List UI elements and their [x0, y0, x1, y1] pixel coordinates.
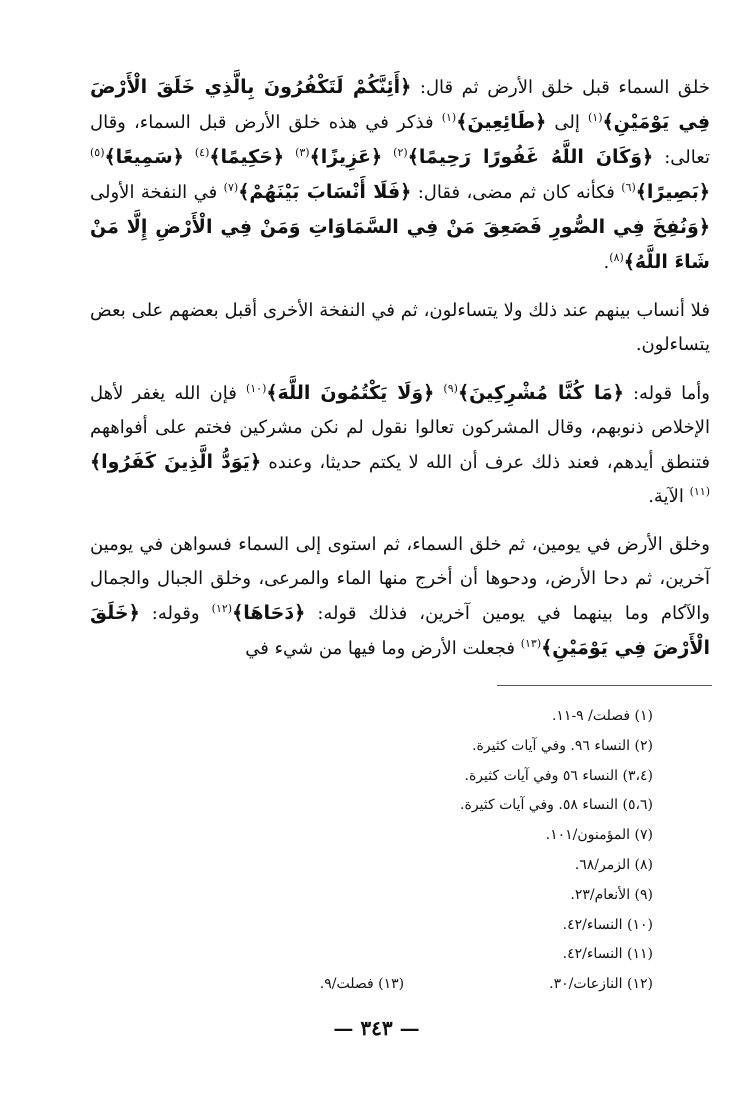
- text-run: خلق السماء قبل خلق الأرض ثم قال:: [411, 77, 710, 98]
- text-run: فذكر في هذه خلق الأرض قبل السماء، وقال تعالى:: [90, 112, 710, 168]
- text-run: الآية.: [648, 486, 690, 507]
- main-text: [90, 70, 710, 680]
- quran-quote: ﴿وَنُفِخَ فِي الصُّورِ فَصَعِقَ مَنْ فِي السَّمَاوَاتِ وَمَنْ فِي الْأَرْضِ إِلَّا مَنْ شَاءَ اللَّهُ﴾: [90, 216, 710, 273]
- text-run: فكأنه كان ثم مضى، فقال:: [411, 182, 622, 203]
- paragraph-2: [90, 294, 710, 362]
- quran-quote: ﴿دَحَاهَا﴾: [232, 602, 306, 624]
- text-run: [284, 147, 295, 168]
- quran-quote: ﴿مَا كُنَّا مُشْرِكِينَ﴾: [457, 382, 624, 404]
- text-run: وقوله:: [139, 603, 212, 624]
- footnote-ref: (١٠): [245, 382, 267, 395]
- footnote: (١١) النساء/٤٢.: [562, 946, 653, 963]
- quran-quote: ﴿وَكَانَ اللَّهُ غَفُورًا رَحِيمًا﴾: [407, 146, 654, 168]
- footnote-ref: (٧): [223, 181, 239, 194]
- footnote-ref: (٩): [443, 382, 458, 395]
- footnotes: [153, 702, 653, 1000]
- quran-quote: ﴿وَلَا يَكْتُمُونَ اللَّهَ﴾: [266, 382, 435, 404]
- footnote: (٥،٦) النساء ٥٨. وفي آيات كثيرة.: [460, 797, 653, 814]
- footnote-ref: (١٢): [211, 602, 233, 615]
- text-run: [382, 147, 393, 168]
- footnote: (٨) الزمر/٦٨.: [574, 856, 653, 873]
- footnote-ref: (١): [588, 111, 603, 124]
- paragraph-1: [90, 70, 710, 280]
- quran-quote: ﴿فَلَا أَنْسَابَ بَيْنَهُمْ﴾: [238, 181, 412, 203]
- footnote-ref: (٨): [609, 251, 624, 264]
- footnote-ref: (١): [441, 111, 457, 124]
- quran-quote: ﴿عَزِيزًا﴾: [309, 146, 383, 168]
- quran-quote: ﴿يَوَدُّ الَّذِينَ كَفَرُوا﴾: [90, 451, 262, 473]
- text-run: فلا أنساب بينهم عند ذلك ولا يتساءلون، ثم في النفخة الأخرى أقبل بعضهم على بعض يتساءلون.: [90, 300, 710, 355]
- paragraph-4: [90, 528, 710, 666]
- footnote: (٧) المؤمنون/١٠١.: [545, 827, 653, 844]
- text-run: [184, 147, 195, 168]
- text-run: في النفخة الأولى: [90, 182, 224, 203]
- paragraph-3: [90, 376, 710, 514]
- footnote: (٩) الأنعام/٢٣.: [570, 886, 653, 903]
- footnote: (١٣) فصلت/٩.: [319, 976, 405, 993]
- quran-quote: ﴿حَكِيمًا﴾: [209, 146, 285, 168]
- text-run: فجعلت الأرض وما فيها من شيء في: [245, 638, 521, 659]
- footnote-ref: (٥): [90, 146, 105, 159]
- quran-quote: ﴿بَصِيرًا﴾: [635, 181, 710, 203]
- text-run: وخلق الأرض في يومين، ثم خلق السماء، ثم استوى إلى السماء فسواهن في يومين آخرين، ثم دحا الأرض، ودحوها أن أخرج منها الماء والمرعى، وخلق الجبال والجمال والآكام وما بينهما في يومين آخرين، فذلك قوله:: [90, 534, 710, 624]
- footnote-ref: (٤): [194, 146, 210, 159]
- quran-quote: ﴿سَمِيعًا﴾: [104, 146, 184, 168]
- quran-quote: ﴿أَئِنَّكُمْ لَتَكْفُرُونَ بِالَّذِي خَلَقَ الْأَرْضَ فِي يَوْمَيْنِ﴾: [90, 76, 711, 133]
- footnote-ref: (٣): [295, 146, 310, 159]
- footnote: (١) فصلت/ ٩-١١.: [551, 708, 653, 724]
- text-run: .: [603, 252, 610, 273]
- footnote: (١٠) النساء/٤٢.: [562, 916, 653, 933]
- footnote-ref: (١٣): [520, 637, 542, 650]
- text-run: وأما قوله:: [623, 383, 710, 404]
- footnote: (٣،٤) النساء ٥٦ وفي آيات كثيرة.: [464, 767, 653, 784]
- page-number: — ٣٤٣ —: [333, 1016, 420, 1040]
- footnote-separator: [497, 685, 712, 686]
- quran-quote: ﴿طَائِعِينَ﴾: [456, 111, 547, 133]
- footnote: (٢) النساء ٩٦. وفي آيات كثيرة.: [472, 737, 653, 754]
- text-run: إلى: [546, 112, 588, 133]
- text-run: فإن الله يغفر لأهل الإخلاص ذنوبهم، وقال المشركون تعالوا نقول لم نكن مشركين فختم على أفواههم فتنطق أيدهم، فعند ذلك عرف أن الله لا يكتم حديثا، وعنده: [90, 383, 710, 473]
- quran-quote: ﴿خَلَقَ الْأَرْضَ فِي يَوْمَيْنِ﴾: [90, 602, 710, 659]
- footnote-ref: (٦): [621, 181, 636, 194]
- footnote-ref: (٢): [393, 146, 408, 159]
- footnote: (١٢) النازعات/٣٠. (١٣) فصلت/٩.: [153, 970, 653, 1000]
- footnote-ref: (١١): [689, 485, 710, 498]
